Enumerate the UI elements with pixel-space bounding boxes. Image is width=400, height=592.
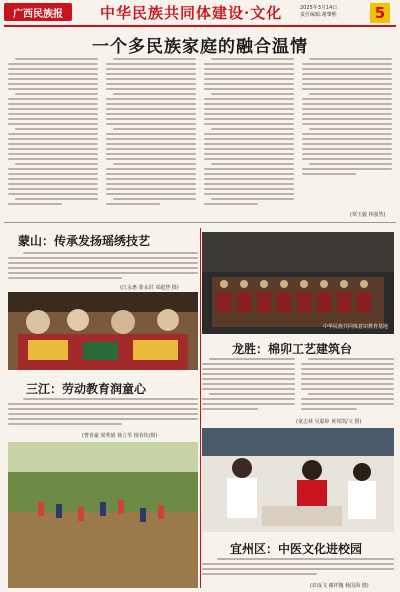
masthead-logo: 广西民族报 — [4, 3, 72, 21]
text-line — [204, 123, 294, 125]
text-line — [8, 418, 198, 420]
article-column — [301, 358, 394, 416]
text-line — [204, 168, 294, 170]
text-line — [8, 118, 98, 120]
text-line — [204, 153, 294, 155]
text-line — [106, 158, 196, 160]
text-line — [309, 58, 392, 60]
text-line — [8, 133, 98, 135]
text-line — [8, 83, 98, 85]
mengshan-credit: (江永惠 蒙永洪 邓超慧 摄) — [120, 285, 179, 291]
text-line — [301, 383, 394, 385]
text-line — [8, 113, 98, 115]
text-line — [106, 113, 196, 115]
text-line — [113, 93, 196, 95]
text-line — [302, 63, 392, 65]
text-line — [106, 108, 196, 110]
text-line — [8, 183, 98, 185]
text-line — [8, 413, 198, 415]
text-line — [302, 118, 392, 120]
text-line — [211, 163, 294, 165]
text-line — [15, 128, 98, 130]
text-line — [202, 378, 295, 380]
text-line — [204, 88, 294, 90]
text-line — [8, 403, 198, 405]
text-line — [204, 68, 294, 70]
text-line — [106, 98, 196, 100]
text-line — [302, 153, 392, 155]
longsheng-body — [202, 358, 394, 416]
section-title: 中华民族共同体建设·文化 — [100, 4, 283, 22]
text-line — [106, 183, 196, 185]
text-line — [8, 103, 98, 105]
text-line — [15, 163, 98, 165]
text-line — [202, 563, 394, 565]
text-line — [8, 153, 98, 155]
sanjiang-photo — [8, 442, 198, 588]
text-line — [301, 373, 394, 375]
text-line — [204, 113, 294, 115]
text-line — [302, 143, 392, 145]
text-line — [204, 63, 294, 65]
main-article-credit: (覃玉毅 林强然) — [350, 212, 386, 218]
text-line — [302, 123, 392, 125]
text-line — [106, 78, 196, 80]
text-line — [106, 118, 196, 120]
text-line — [106, 203, 160, 205]
photo-overlay-caption: 中华民族共同体意识教育基地 — [322, 324, 388, 330]
text-line — [106, 168, 196, 170]
text-line — [211, 198, 294, 200]
text-line — [106, 103, 196, 105]
text-line — [202, 408, 258, 410]
text-line — [8, 88, 98, 90]
section-divider — [4, 222, 396, 223]
text-line — [8, 193, 98, 195]
text-line — [8, 73, 98, 75]
text-line — [302, 148, 392, 150]
yizhou-photo — [202, 428, 394, 532]
classroom-photo-image — [202, 428, 394, 532]
text-line — [301, 368, 394, 370]
text-line — [106, 148, 196, 150]
text-line — [209, 358, 295, 360]
text-line — [204, 193, 294, 195]
mengshan-title: 蒙山：传承发扬瑶绣技艺 — [18, 234, 151, 248]
text-line — [8, 178, 98, 180]
text-line — [301, 403, 394, 405]
text-line — [15, 198, 98, 200]
text-line — [204, 118, 294, 120]
text-line — [106, 123, 196, 125]
text-line — [8, 98, 98, 100]
sanjiang-title: 三江：劳动教育润童心 — [26, 382, 147, 396]
text-line — [204, 73, 294, 75]
text-line — [204, 103, 294, 105]
text-line — [204, 173, 294, 175]
text-line — [8, 68, 98, 70]
text-line — [204, 183, 294, 185]
text-line — [113, 163, 196, 165]
text-line — [106, 73, 196, 75]
text-line — [8, 168, 98, 170]
article-column — [8, 58, 98, 218]
text-line — [302, 98, 392, 100]
issue-date-line: 2025年3月14日 — [300, 5, 338, 11]
page-number: 5 — [370, 3, 390, 23]
yizhou-credit: (农成飞 谢祥魏 杨国海 摄) — [310, 583, 369, 589]
text-line — [302, 173, 356, 175]
text-line — [8, 63, 98, 65]
text-line — [8, 257, 198, 259]
text-line — [204, 188, 294, 190]
text-line — [106, 188, 196, 190]
text-line — [113, 198, 196, 200]
yizhou-title: 宜州区：中医文化进校园 — [230, 542, 363, 556]
text-line — [302, 83, 392, 85]
text-line — [106, 133, 196, 135]
text-line — [8, 78, 98, 80]
text-line — [8, 143, 98, 145]
text-line — [8, 158, 98, 160]
text-line — [23, 252, 198, 254]
text-line — [301, 378, 394, 380]
text-line — [202, 383, 295, 385]
article-column — [302, 58, 392, 218]
text-line — [204, 108, 294, 110]
text-line — [106, 153, 196, 155]
text-line — [204, 203, 258, 205]
header-rule — [4, 25, 396, 27]
text-line — [8, 267, 198, 269]
text-line — [113, 58, 196, 60]
text-line — [301, 398, 394, 400]
sanjiang-credit: (曹喜豪 梁秀娟 杨立苇 杨春钦/摄) — [82, 433, 158, 439]
text-line — [301, 363, 394, 365]
text-line — [106, 178, 196, 180]
text-line — [211, 128, 294, 130]
text-line — [302, 133, 392, 135]
text-line — [204, 83, 294, 85]
text-line — [302, 108, 392, 110]
text-line — [202, 403, 295, 405]
text-line — [106, 83, 196, 85]
text-line — [106, 68, 196, 70]
text-line — [8, 277, 122, 279]
longsheng-title: 龙胜：棉卯工艺建筑台 — [232, 342, 353, 356]
text-line — [204, 143, 294, 145]
mengshan-body — [8, 252, 198, 284]
text-line — [302, 113, 392, 115]
text-line — [15, 58, 98, 60]
text-line — [204, 138, 294, 140]
text-line — [309, 163, 392, 165]
text-line — [8, 148, 98, 150]
text-line — [309, 128, 392, 130]
longsheng-credit: (童志林 吴聪婷 黄邦凯/文 摄) — [296, 419, 362, 425]
text-line — [301, 388, 394, 390]
text-line — [302, 158, 392, 160]
column-divider — [200, 228, 201, 588]
embroidery-photo-image — [8, 292, 198, 370]
text-line — [8, 408, 198, 410]
text-line — [204, 133, 294, 135]
article-column — [106, 58, 196, 218]
text-line — [209, 393, 295, 395]
text-line — [302, 78, 392, 80]
text-line — [106, 173, 196, 175]
text-line — [8, 203, 62, 205]
text-line — [204, 78, 294, 80]
main-article-body — [8, 58, 392, 218]
text-line — [106, 63, 196, 65]
text-line — [202, 368, 295, 370]
text-line — [202, 363, 295, 365]
text-line — [106, 193, 196, 195]
main-headline: 一个多民族家庭的融合温情 — [92, 37, 308, 57]
page-header — [0, 0, 400, 26]
editor-line: 责任编辑:谢肇熙 — [300, 12, 337, 18]
text-line — [8, 262, 198, 264]
text-line — [8, 108, 98, 110]
text-line — [204, 158, 294, 160]
text-line — [8, 138, 98, 140]
text-line — [23, 398, 198, 400]
mengshan-photo — [8, 292, 198, 370]
text-line — [8, 272, 198, 274]
text-line — [8, 188, 98, 190]
text-line — [106, 88, 196, 90]
text-line — [302, 138, 392, 140]
text-line — [204, 178, 294, 180]
text-line — [302, 168, 392, 170]
building-photo-image — [202, 232, 394, 334]
sanjiang-body — [8, 398, 198, 430]
issue-date — [300, 5, 337, 19]
text-line — [302, 103, 392, 105]
text-line — [204, 148, 294, 150]
longsheng-photo — [202, 232, 394, 334]
text-line — [106, 143, 196, 145]
text-line — [202, 398, 295, 400]
text-line — [302, 73, 392, 75]
text-line — [302, 68, 392, 70]
text-line — [217, 558, 394, 560]
article-column — [202, 358, 295, 416]
text-line — [202, 573, 317, 575]
text-line — [308, 358, 394, 360]
text-line — [8, 123, 98, 125]
text-line — [301, 408, 357, 410]
yizhou-body — [202, 558, 394, 580]
text-line — [308, 393, 394, 395]
text-line — [204, 98, 294, 100]
text-line — [211, 93, 294, 95]
text-line — [8, 423, 122, 425]
text-line — [8, 173, 98, 175]
longsheng-columns — [202, 358, 394, 416]
text-line — [309, 93, 392, 95]
text-line — [106, 138, 196, 140]
text-line — [211, 58, 294, 60]
text-line — [15, 93, 98, 95]
text-line — [202, 388, 295, 390]
main-article-columns — [8, 58, 392, 218]
article-column — [204, 58, 294, 218]
text-line — [302, 88, 392, 90]
text-line — [113, 128, 196, 130]
field-photo-image — [8, 442, 198, 588]
text-line — [202, 373, 295, 375]
text-line — [202, 568, 394, 570]
